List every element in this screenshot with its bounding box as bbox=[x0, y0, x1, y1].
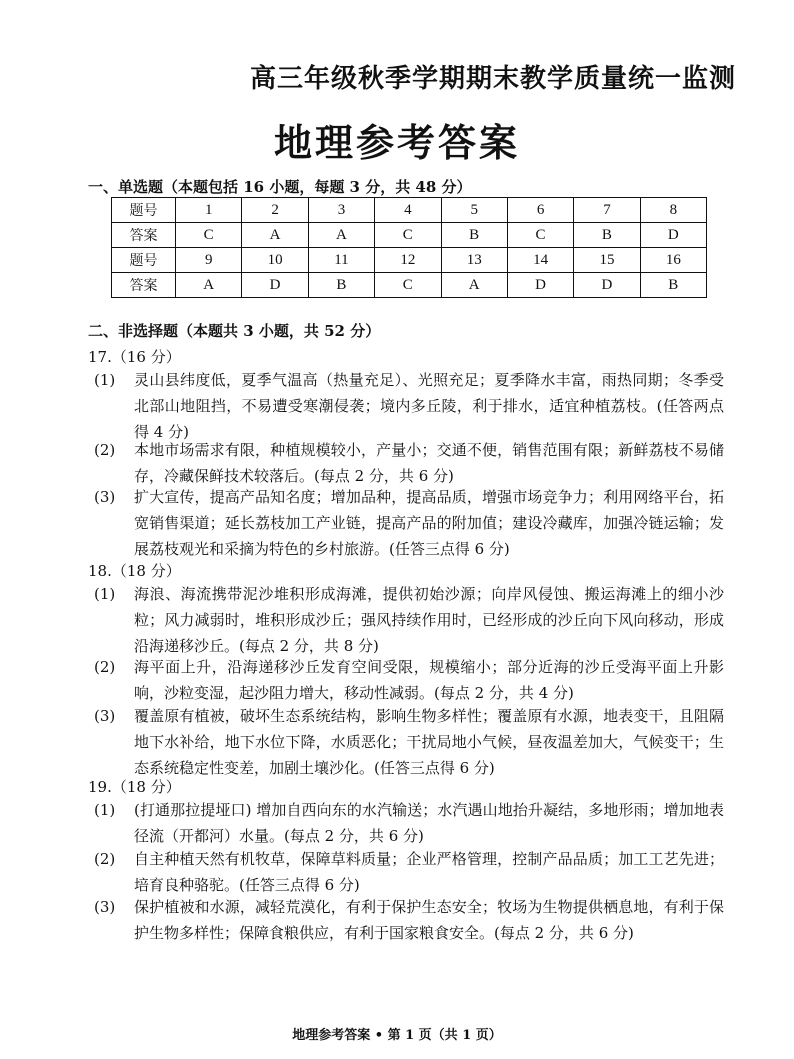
table-cell: 4 bbox=[375, 198, 441, 223]
table-cell: B bbox=[441, 223, 507, 248]
item-text: 保护植被和水源，减轻荒漠化，有利于保护生态安全；牧场为生物提供栖息地，有利于保护生物多样性；保障食粮供应，有利于国家粮食安全。(每点 2 分，共 6 分) bbox=[134, 898, 724, 942]
table-cell: B bbox=[574, 223, 640, 248]
table-cell: B bbox=[640, 273, 706, 298]
item-number: (1) bbox=[94, 371, 116, 389]
item-number: (3) bbox=[94, 898, 116, 916]
table-cell: 6 bbox=[507, 198, 573, 223]
table-cell: 12 bbox=[375, 248, 441, 273]
table-cell: C bbox=[176, 223, 242, 248]
table-cell: 7 bbox=[574, 198, 640, 223]
item-text: (打通那拉提垭口) 增加自西向东的水汽输送；水汽遇山地抬升凝结，多地形雨；增加地表径流（开都河）水量。(每点 2 分，共 6 分) bbox=[134, 801, 724, 845]
question-18-item-2 bbox=[94, 654, 724, 706]
table-cell: 1 bbox=[176, 198, 242, 223]
table-cell: 9 bbox=[176, 248, 242, 273]
question-17-label: 17.（16 分） bbox=[88, 348, 181, 366]
table-cell: A bbox=[308, 223, 374, 248]
item-number: (3) bbox=[94, 707, 116, 725]
table-row bbox=[112, 198, 707, 223]
table-row bbox=[112, 273, 707, 298]
table-row bbox=[112, 248, 707, 273]
table-cell: C bbox=[507, 223, 573, 248]
question-18-label: 18.（18 分） bbox=[88, 562, 181, 580]
question-19-label: 19.（18 分） bbox=[88, 778, 181, 796]
table-row bbox=[112, 223, 707, 248]
question-17-item-1 bbox=[94, 367, 724, 445]
item-text: 覆盖原有植被，破坏生态系统结构，影响生物多样性；覆盖原有水源，地表变干，且阻隔地下水补给，地下水位下降，水质恶化；干扰局地小气候，昼夜温差加大，气候变干；生态系统稳定性变差，加剧土壤沙化。(任答三点得 6 分) bbox=[134, 707, 724, 777]
item-number: (2) bbox=[94, 658, 116, 676]
question-18-item-1 bbox=[94, 581, 724, 659]
table-row-header: 答案 bbox=[112, 273, 176, 298]
table-cell: D bbox=[242, 273, 308, 298]
table-cell: 3 bbox=[308, 198, 374, 223]
table-cell: A bbox=[441, 273, 507, 298]
question-17-item-3 bbox=[94, 484, 724, 562]
table-cell: 16 bbox=[640, 248, 706, 273]
item-number: (1) bbox=[94, 801, 116, 819]
table-cell: B bbox=[308, 273, 374, 298]
item-number: (2) bbox=[94, 441, 116, 459]
table-cell: 14 bbox=[507, 248, 573, 273]
table-cell: 11 bbox=[308, 248, 374, 273]
question-19-item-3 bbox=[94, 894, 724, 946]
table-row-header: 题号 bbox=[112, 198, 176, 223]
table-row-header: 答案 bbox=[112, 223, 176, 248]
item-text: 自主种植天然有机牧草，保障草料质量；企业严格管理，控制产品品质；加工工艺先进；培育良种骆驼。(任答三点得 6 分) bbox=[134, 850, 724, 894]
item-text: 扩大宣传，提高产品知名度；增加品种，提高品质，增强市场竞争力；利用网络平台，拓宽销售渠道；延长荔枝加工产业链，提高产品的附加值；建设冷藏库，加强冷链运输；发展荔枝观光和采摘为特色的乡村旅游。(任答三点得 6 分) bbox=[134, 488, 724, 558]
section1-heading: 一、单选题（本题包括 16 小题，每题 3 分，共 48 分） bbox=[88, 178, 472, 196]
table-cell: 8 bbox=[640, 198, 706, 223]
question-18-item-3 bbox=[94, 703, 724, 781]
item-text: 海平面上升，沿海递移沙丘发育空间受限，规模缩小；部分近海的沙丘受海平面上升影响，沙粒变湿，起沙阻力增大，移动性减弱。(每点 2 分，共 4 分) bbox=[134, 658, 724, 702]
question-19-item-2 bbox=[94, 846, 724, 898]
table-cell: 15 bbox=[574, 248, 640, 273]
table-cell: A bbox=[176, 273, 242, 298]
item-text: 海浪、海流携带泥沙堆积形成海滩，提供初始沙源；向岸风侵蚀、搬运海滩上的细小沙粒；风力减弱时，堆积形成沙丘；强风持续作用时，已经形成的沙丘向下风向移动，形成沿海递移沙丘。(每点 2 分，共 8 分) bbox=[134, 585, 724, 655]
table-cell: D bbox=[574, 273, 640, 298]
exam-title: 高三年级秋季学期期末教学质量统一监测 bbox=[250, 64, 737, 94]
item-number: (1) bbox=[94, 585, 116, 603]
question-17-item-2 bbox=[94, 437, 724, 489]
question-19-item-1 bbox=[94, 797, 724, 849]
page-title: 地理参考答案 bbox=[273, 120, 520, 165]
table-cell: C bbox=[375, 273, 441, 298]
item-number: (3) bbox=[94, 488, 116, 506]
table-cell: C bbox=[375, 223, 441, 248]
table-cell: 2 bbox=[242, 198, 308, 223]
item-number: (2) bbox=[94, 850, 116, 868]
section2-heading: 二、非选择题（本题共 3 小题，共 52 分） bbox=[88, 322, 381, 340]
table-cell: D bbox=[640, 223, 706, 248]
table-cell: 10 bbox=[242, 248, 308, 273]
table-row-header: 题号 bbox=[112, 248, 176, 273]
page-footer: 地理参考答案 • 第 1 页（共 1 页） bbox=[292, 1028, 502, 1043]
table-cell: A bbox=[242, 223, 308, 248]
item-text: 本地市场需求有限，种植规模较小，产量小；交通不便，销售范围有限；新鲜荔枝不易储存，冷藏保鲜技术较落后。(每点 2 分，共 6 分) bbox=[134, 441, 724, 485]
answer-table bbox=[111, 197, 707, 298]
table-cell: 13 bbox=[441, 248, 507, 273]
item-text: 灵山县纬度低，夏季气温高（热量充足）、光照充足；夏季降水丰富，雨热同期；冬季受北部山地阻挡，不易遭受寒潮侵袭；境内多丘陵，利于排水，适宜种植荔枝。(任答两点得 4 分) bbox=[134, 371, 724, 441]
table-cell: 5 bbox=[441, 198, 507, 223]
table-cell: D bbox=[507, 273, 573, 298]
